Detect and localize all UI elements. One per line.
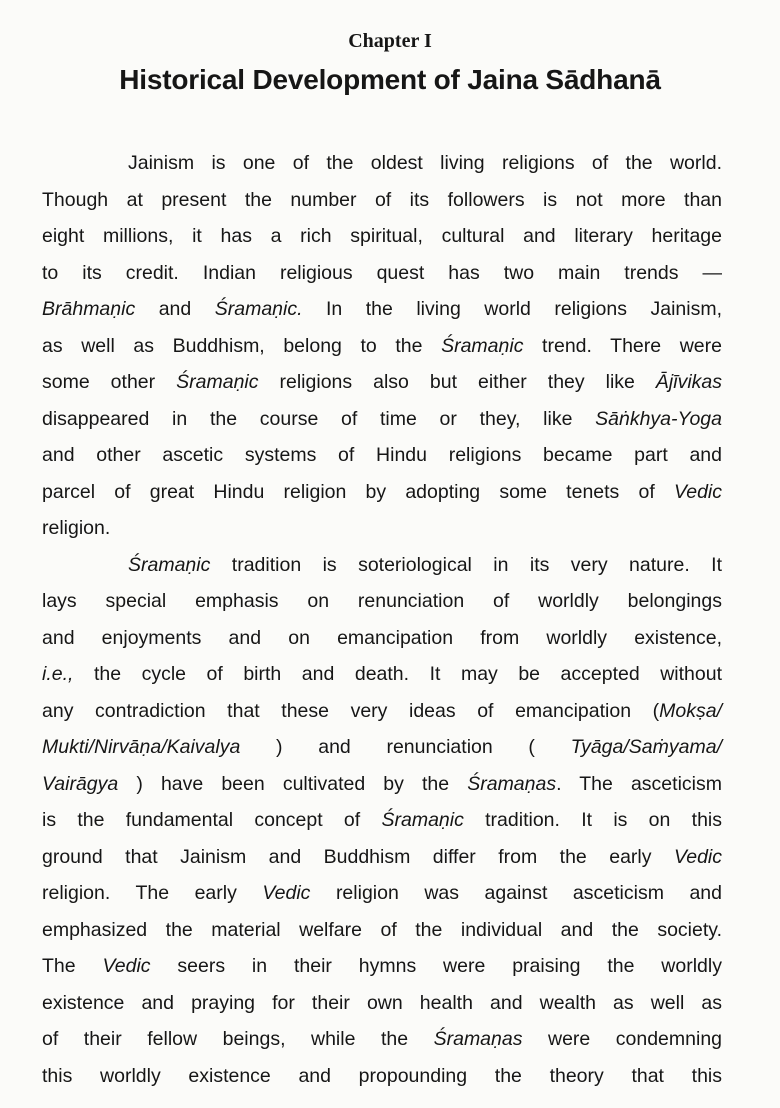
text-segment: In the living world religions Jainism, [302, 298, 722, 320]
italic-term: Vedic [102, 955, 151, 977]
text-line [42, 659, 722, 696]
italic-term: Vairāgya [42, 772, 119, 795]
text-segment: tradition. It is on this [463, 809, 722, 831]
text-segment: Jainism is one of the oldest living religions of the world. [128, 152, 722, 174]
text-segment: as well as Buddhism, belong to the [42, 334, 442, 357]
text-line [42, 951, 722, 988]
text-line [42, 1061, 722, 1098]
italic-term: Mokṣa/ [659, 699, 722, 722]
text-line [42, 769, 722, 806]
chapter-label: Chapter I [348, 30, 432, 52]
text-segment: any contradiction that these very ideas of emancipation ( [42, 699, 660, 722]
text-line [42, 842, 722, 879]
body-text [42, 148, 722, 1097]
italic-term: Śramaṇas [467, 772, 557, 795]
text-segment: trend. There were [523, 334, 722, 357]
text-segment: and enjoyments and on emancipation from worldly existence, [42, 626, 722, 649]
text-segment: ) and renunciation ( [240, 736, 571, 758]
italic-term: Ājīvikas [655, 371, 723, 393]
text-line [42, 915, 722, 952]
text-line [42, 148, 722, 185]
text-line [42, 367, 722, 404]
text-line [42, 294, 722, 331]
text-segment: disappeared in the course of time or they, like [42, 407, 596, 430]
italic-term: Śramaṇic [441, 334, 524, 357]
text-segment: to its credit. Indian religious quest has two main trends — [42, 261, 722, 284]
text-segment: parcel of great Hindu religion by adopting some tenets of [42, 480, 674, 503]
text-segment: and other ascetic systems of Hindu religions became part and [42, 444, 722, 466]
text-segment: tradition is soteriological in its very nature. It [210, 553, 722, 576]
text-segment: is the fundamental concept of [42, 809, 382, 831]
text-segment: lays special emphasis on renunciation of worldly belongings [42, 590, 722, 612]
text-segment: religion was against asceticism and [310, 882, 722, 904]
text-line [42, 732, 722, 769]
chapter-title: Historical Development of Jaina Sādhanā [119, 64, 661, 95]
text-line [42, 221, 722, 258]
italic-term: Śramaṇas [433, 1028, 523, 1050]
text-segment: of their fellow beings, while the [42, 1028, 434, 1050]
text-segment: religion. [42, 517, 111, 539]
text-line [42, 331, 722, 368]
text-line [42, 185, 722, 222]
italic-term: Śramaṇic [381, 809, 464, 831]
text-segment: seers in their hymns were praising the worldly [150, 955, 722, 977]
text-line [42, 988, 722, 1025]
text-line [42, 477, 722, 514]
italic-term: Mukti/Nirvāṇa/Kaivalya [42, 736, 241, 758]
text-line [42, 550, 722, 587]
italic-term: Śramaṇic [176, 371, 259, 393]
text-line [42, 1024, 722, 1061]
italic-term: Sāṅkhya-Yoga [595, 407, 722, 430]
italic-term: Vedic [673, 845, 722, 868]
text-segment: this worldly existence and propounding the theory that this [42, 1064, 722, 1087]
text-segment: religion. The early [42, 882, 263, 904]
text-segment: The [42, 955, 103, 977]
text-line [42, 258, 722, 295]
text-line [42, 878, 722, 915]
text-segment: . The asceticism [556, 772, 722, 795]
italic-term: Vedic [673, 480, 722, 503]
text-segment: ) have been cultivated by the [118, 772, 468, 795]
text-segment: were condemning [522, 1028, 723, 1050]
text-segment: ground that Jainism and Buddhism differ from the early [42, 845, 674, 868]
text-line [42, 623, 722, 660]
text-segment: emphasized the material welfare of the individual and the society. [42, 918, 722, 941]
italic-term: i.e., [42, 663, 74, 685]
text-segment: and [135, 298, 215, 320]
italic-term: Śramaṇic. [214, 298, 303, 320]
text-line [42, 805, 722, 842]
text-line [42, 513, 722, 550]
italic-term: Vedic [262, 882, 311, 904]
italic-term: Tyāga/Saṁyama/ [570, 736, 722, 758]
text-line [42, 404, 722, 441]
text-segment: the cycle of birth and death. It may be accepted without [73, 663, 722, 685]
italic-term: Śramaṇic [128, 553, 211, 576]
text-segment: Though at present the number of its followers is not more than [42, 188, 722, 211]
text-line [42, 586, 722, 623]
text-segment: religions also but either they like [258, 371, 656, 393]
text-line [42, 440, 722, 477]
italic-term: Brāhmaṇic [42, 298, 136, 320]
text-segment: eight millions, it has a rich spiritual, cultural and literary heritage [42, 225, 722, 247]
text-segment: some other [42, 371, 177, 393]
text-line [42, 696, 722, 733]
text-segment: existence and praying for their own health and wealth as well as [42, 991, 722, 1014]
